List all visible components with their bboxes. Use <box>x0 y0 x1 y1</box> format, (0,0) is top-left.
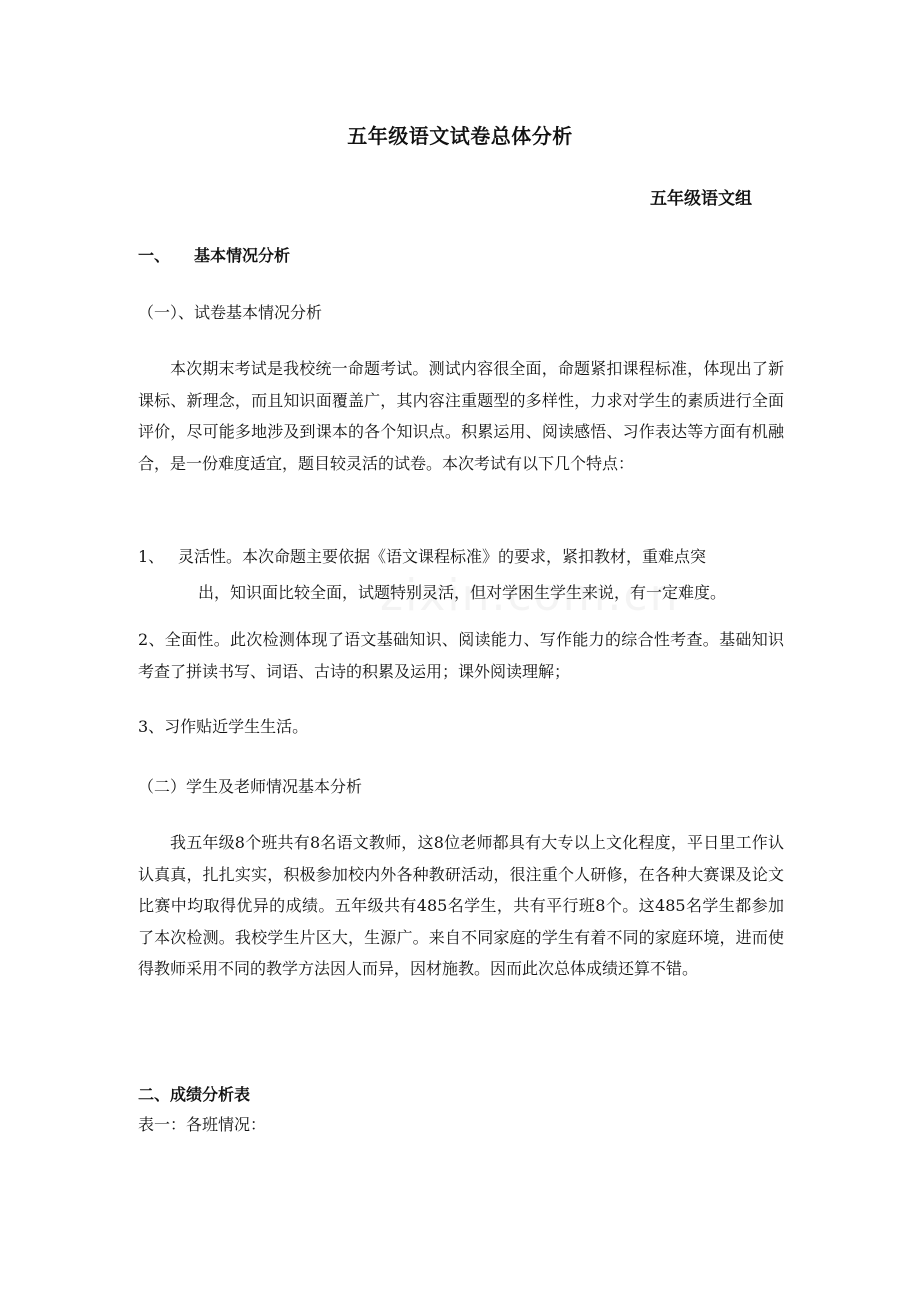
document-title: 五年级语文试卷总体分析 <box>347 124 573 148</box>
subsection-1-paragraph: 本次期末考试是我校统一命题考试。测试内容很全面，命题紧扣课程标准，体现出了新课标、新理念，而且知识面覆盖广，其内容注重题型的多样性，力求对学生的素质进行全面评价，尽可能多地涉及到课本的各个知识点。积累运用、阅读感悟、习作表达等方面有机融合，是一份难度适宜，题目较灵活的试卷。本次考试有以下几个特点： <box>138 359 784 473</box>
list-item-3: 3、习作贴近学生生活。 <box>138 717 309 736</box>
subsection-2-heading: （二）学生及老师情况基本分析 <box>138 777 363 796</box>
section-2-heading: 二、成绩分析表 <box>138 1085 251 1104</box>
list-item-1-continuation: 出，知识面比较全面，试题特别灵活，但对学困生学生来说，有一定难度。 <box>198 583 727 602</box>
document-author: 五年级语文组 <box>650 189 752 209</box>
subsection-2-paragraph: 我五年级8个班共有8名语文教师，这8位老师都具有大专以上文化程度，平日里工作认认真真，扎扎实实，积极参加校内外各种教研活动，很注重个人研修，在各种大赛课及论文比赛中均取得优异的成绩。五年级共有485名学生，共有平行班8个。这485名学生都参加了本次检测。我校学生片区大，生源广。来自不同家庭的学生有着不同的家庭环境，进而使得教师采用不同的教学方法因人而异，因材施教。因而此次总体成绩还算不错。 <box>138 833 784 978</box>
section-1-heading <box>138 243 290 266</box>
section-1-number: 一、 <box>138 246 171 265</box>
list-item-1-marker: 1、 <box>138 547 165 566</box>
table-caption: 表一：各班情况： <box>138 1115 267 1134</box>
list-item-1 <box>138 541 784 573</box>
subsection-1-heading: （一）、试卷基本情况分析 <box>138 303 323 322</box>
section-1-title: 基本情况分析 <box>194 246 291 265</box>
list-item-1-text: 灵活性。本次命题主要依据《语文课程标准》的要求，紧扣教材，重难点突 <box>178 547 707 566</box>
list-item-2: 2、全面性。此次检测体现了语文基础知识、阅读能力、写作能力的综合性考查。基础知识考查了拼读书写、词语、古诗的积累及运用；课外阅读理解； <box>138 630 784 681</box>
